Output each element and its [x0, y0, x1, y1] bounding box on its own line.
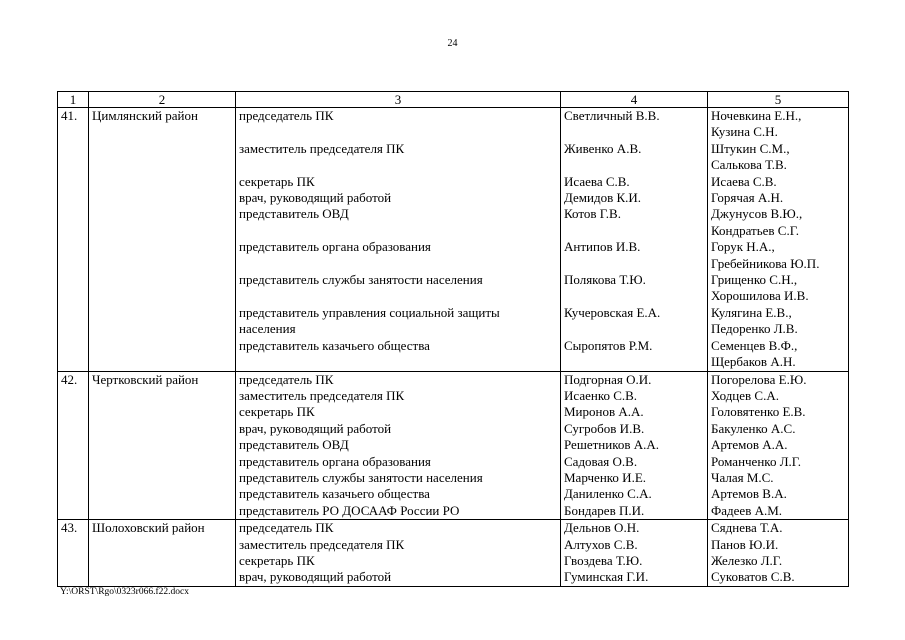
- commission-role: [239, 124, 557, 140]
- district-number: 42.: [58, 371, 89, 520]
- district-row: [58, 108, 849, 372]
- column-header: 3: [236, 92, 561, 108]
- commission-role: секретарь ПК: [239, 404, 315, 420]
- member-name: Исаева С.В.: [564, 173, 630, 189]
- commission-role: секретарь ПК: [239, 173, 315, 189]
- member-name-cell: [561, 108, 708, 372]
- reserve-member: Кузина С.Н.: [711, 124, 778, 140]
- commission-role: [239, 288, 557, 304]
- member-name: Котов Г.В.: [564, 206, 621, 222]
- member-name: Подгорная О.И.: [564, 371, 652, 387]
- commission-role: представитель РО ДОСААФ России РО: [239, 502, 460, 518]
- commission-role: заместитель председателя ПК: [239, 140, 405, 156]
- reserve-member: Исаева С.В.: [711, 173, 777, 189]
- reserve-member-cell: [708, 371, 849, 520]
- commission-role: представитель ОВД: [239, 206, 349, 222]
- commission-role: врач, руководящий работой: [239, 420, 392, 436]
- reserve-member-cell: [708, 108, 849, 372]
- commission-role: [239, 223, 557, 239]
- member-name: [564, 288, 704, 304]
- member-name: [564, 321, 704, 337]
- reserve-member: Гребейникова Ю.П.: [711, 255, 820, 271]
- commission-role: представитель ОВД: [239, 437, 349, 453]
- commission-role: представитель казачьего общества: [239, 337, 430, 353]
- member-name: Живенко А.В.: [564, 140, 642, 156]
- reserve-member: Горук Н.А.,: [711, 239, 775, 255]
- reserve-member: Штукин С.М.,: [711, 140, 790, 156]
- member-name: [564, 223, 704, 239]
- commission-role: представитель управления социальной защиты: [239, 304, 500, 320]
- table-header-row: [58, 92, 849, 108]
- reserve-member: Джунусов В.Ю.,: [711, 206, 803, 222]
- reserve-member: Погорелова Е.Ю.: [711, 371, 807, 387]
- reserve-member: Кондратьев С.Г.: [711, 222, 800, 238]
- member-name: Светличный В.В.: [564, 108, 660, 123]
- commission-role: председатель ПК: [239, 371, 334, 387]
- commission-role: председатель ПК: [239, 108, 334, 123]
- commission-role: заместитель председателя ПК: [239, 387, 405, 403]
- member-name: Полякова Т.Ю.: [564, 272, 646, 287]
- district-number: 41.: [58, 108, 89, 372]
- member-name: Решетников А.А.: [564, 437, 660, 453]
- member-name: Сугробов И.В.: [564, 420, 645, 436]
- reserve-member: Ходцев С.А.: [711, 387, 779, 403]
- commission-role: [239, 256, 557, 272]
- member-name: Кучеровская Е.А.: [564, 304, 661, 320]
- reserve-member: Головятенко Е.В.: [711, 404, 806, 420]
- reserve-member: Фадеев А.М.: [711, 502, 783, 518]
- reserve-member: Панов Ю.И.: [711, 536, 779, 552]
- member-name-cell: [561, 371, 708, 520]
- district-row: [58, 520, 849, 587]
- reserve-member: Бакуленко А.С.: [711, 420, 796, 436]
- commission-role-cell: [236, 520, 561, 587]
- member-name: Гуминская Г.И.: [564, 569, 649, 585]
- member-name: Бондарев П.И.: [564, 502, 645, 518]
- column-header: 4: [561, 92, 708, 108]
- reserve-member: Романченко Л.Г.: [711, 453, 802, 469]
- commission-role: представитель органа образования: [239, 453, 431, 469]
- member-name: Даниленко С.А.: [564, 486, 652, 502]
- reserve-member: Ночевкина Е.Н.,: [711, 108, 802, 123]
- column-header: 1: [58, 92, 89, 108]
- reserve-member: Сяднева Т.А.: [711, 520, 783, 536]
- reserve-member: Хорошилова И.В.: [711, 288, 809, 304]
- district-row: [58, 371, 849, 520]
- reserve-member: Чалая М.С.: [711, 469, 774, 485]
- district-name: Шолоховский район: [89, 520, 236, 587]
- file-path-footer: Y:\ORST\Rgo\0323r066.f22.docx: [60, 587, 189, 597]
- commission-role: представитель органа образования: [239, 239, 431, 255]
- member-name: Антипов И.В.: [564, 239, 641, 255]
- commission-role-cell: [236, 108, 561, 372]
- district-name: Чертковский район: [89, 371, 236, 520]
- member-name: Демидов К.И.: [564, 190, 642, 205]
- member-name: Исаенко С.В.: [564, 387, 638, 403]
- commission-role: председатель ПК: [239, 520, 334, 536]
- reserve-member: Горячая А.Н.: [711, 190, 784, 206]
- commission-role: врач, руководящий работой: [239, 569, 392, 585]
- member-name: [564, 256, 704, 272]
- member-name: Дельнов О.Н.: [564, 520, 640, 536]
- district-name: Цимлянский район: [89, 108, 236, 372]
- member-name-cell: [561, 520, 708, 587]
- reserve-member-cell: [708, 520, 849, 587]
- member-name: [564, 354, 704, 370]
- member-name: Марченко И.Е.: [564, 469, 647, 485]
- reserve-member: Семенцев В.Ф.,: [711, 337, 798, 353]
- reserve-member: Кулягина Е.В.,: [711, 304, 792, 320]
- column-header: 5: [708, 92, 849, 108]
- reserve-member: Щербаков А.Н.: [711, 354, 796, 370]
- reserve-member: Грищенко С.Н.,: [711, 272, 798, 288]
- reserve-member: Салькова Т.В.: [711, 157, 787, 173]
- commission-role: врач, руководящий работой: [239, 190, 392, 205]
- reserve-member: Артемов В.А.: [711, 486, 787, 502]
- commission-table: [57, 91, 849, 587]
- commission-role: представитель службы занятости населения: [239, 272, 483, 287]
- reserve-member: Железко Л.Г.: [711, 552, 783, 568]
- member-name: Алтухов С.В.: [564, 536, 638, 552]
- member-name: [564, 157, 704, 173]
- reserve-member: Артемов А.А.: [711, 437, 788, 453]
- commission-role: секретарь ПК: [239, 552, 315, 568]
- member-name: Садовая О.В.: [564, 453, 638, 469]
- member-name: Миронов А.А.: [564, 404, 644, 420]
- commission-role: заместитель председателя ПК: [239, 536, 405, 552]
- district-number: 43.: [58, 520, 89, 587]
- reserve-member: Суковатов С.В.: [711, 569, 795, 585]
- page-number: 24: [447, 38, 458, 49]
- member-name: Сыропятов Р.М.: [564, 337, 653, 353]
- reserve-member: Педоренко Л.В.: [711, 321, 798, 337]
- member-name: [564, 124, 704, 140]
- commission-role: [239, 354, 557, 370]
- commission-role: представитель казачьего общества: [239, 486, 430, 502]
- commission-role-cell: [236, 371, 561, 520]
- member-name: Гвоздева Т.Ю.: [564, 552, 643, 568]
- column-header: 2: [89, 92, 236, 108]
- commission-role: [239, 157, 557, 173]
- commission-role: представитель службы занятости населения: [239, 469, 483, 485]
- commission-role: населения: [239, 321, 296, 337]
